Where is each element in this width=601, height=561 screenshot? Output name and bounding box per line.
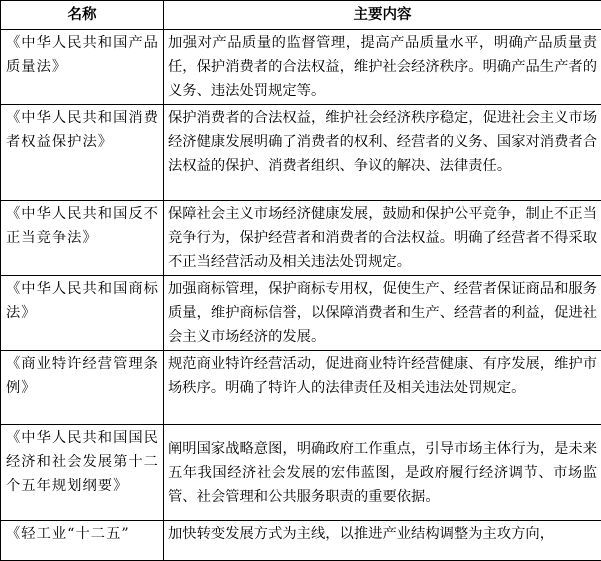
row-content: 规范商业特许经营活动，促进商业特许经营健康、有序发展，维护市场秩序。明确了特许人的法律责任及相关违法处罚规定。: [164, 351, 601, 425]
row-content: 加快转变发展方式为主线，以推进产业结构调整为主攻方向，: [164, 521, 601, 561]
row-content: 加强对产品质量的监督管理，提高产品质量水平，明确产品质量责任，保护消费者的合法权益，维护社会经济秩序。明确产品生产者的义务、违法处罚规定等。: [164, 30, 601, 105]
table-row: [1, 425, 601, 521]
table-row: [1, 30, 601, 105]
header-row: [1, 1, 601, 30]
table-row: [1, 105, 601, 201]
row-content: 阐明国家战略意图，明确政府工作重点，引导市场主体行为，是未来五年我国经济社会发展的宏伟蓝图，是政府履行经济调节、市场监管、社会管理和公共服务职责的重要依据。: [164, 425, 601, 521]
row-name: 《中华人民共和国商标法》: [1, 276, 164, 351]
row-name: 《商业特许经营管理条例》: [1, 351, 164, 425]
row-content: 保护消费者的合法权益，维护社会经济秩序稳定，促进社会主义市场经济健康发展明确了消费者的权利、经营者的义务、国家对消费者合法权益的保护、消费者组织、争议的解决、法律责任。: [164, 105, 601, 201]
row-name: 《轻工业“十二五”: [1, 521, 164, 561]
row-name: 《中华人民共和国产品质量法》: [1, 30, 164, 105]
table-row: [1, 201, 601, 276]
table-row: [1, 351, 601, 425]
row-name: 《中华人民共和国消费者权益保护法》: [1, 105, 164, 201]
row-name: 《中华人民共和国国民经济和社会发展第十二个五年规划纲要》: [1, 425, 164, 521]
header-content: 主要内容: [164, 1, 601, 30]
table-row: [1, 276, 601, 351]
row-name: 《中华人民共和国反不正当竞争法》: [1, 201, 164, 276]
row-content: 加强商标管理，保护商标专用权，促使生产、经营者保证商品和服务质量，维护商标信誉，以保障消费者和生产、经营者的利益，促进社会主义市场经济的发展。: [164, 276, 601, 351]
row-content: 保障社会主义市场经济健康发展，鼓励和保护公平竞争，制止不正当竞争行为，保护经营者和消费者的合法权益。明确了经营者不得采取不正当经营活动及相关违法处罚规定。: [164, 201, 601, 276]
header-name: 名称: [1, 1, 164, 30]
